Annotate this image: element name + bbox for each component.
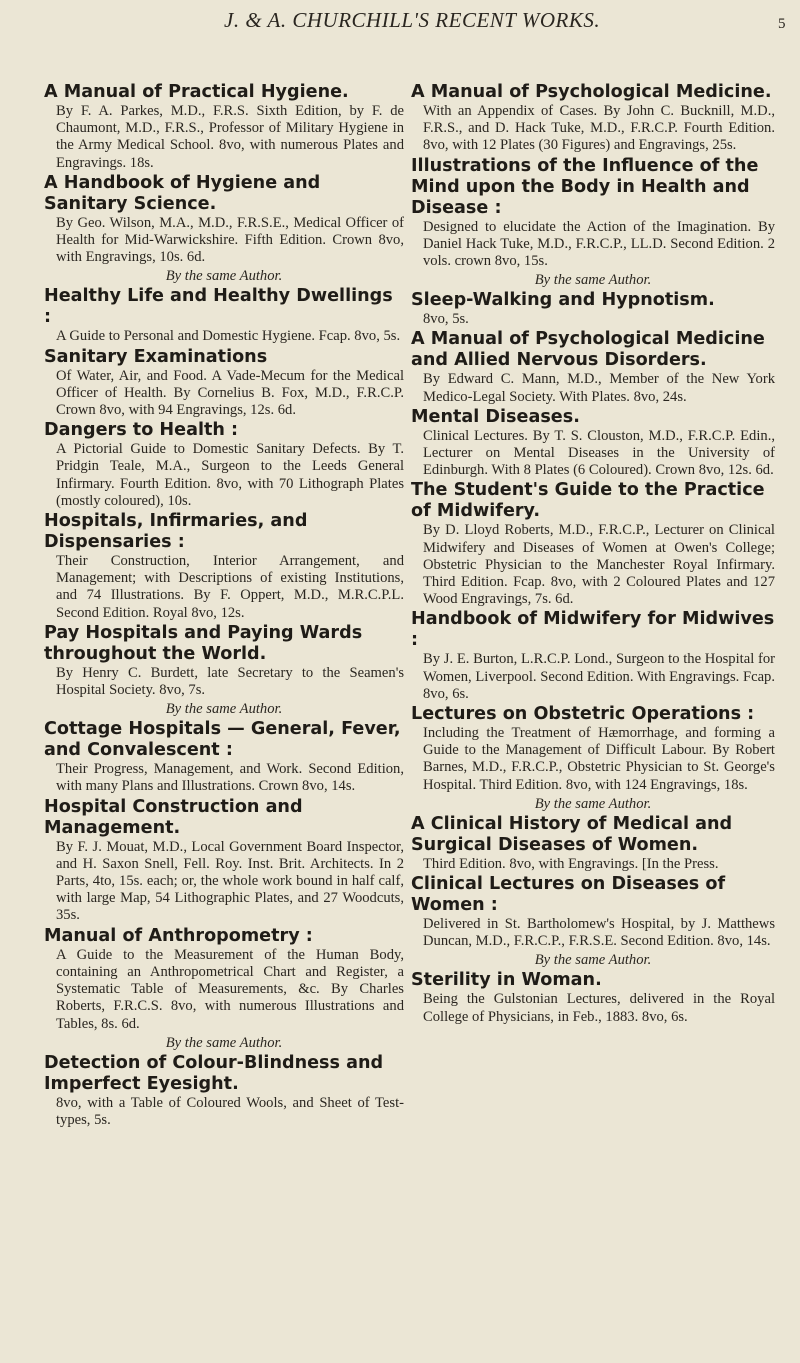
book-description: 8vo, with a Table of Coloured Wools, and Sheet of Test-types, 5s. <box>56 1094 404 1128</box>
book-entry <box>44 286 404 345</box>
book-entry <box>411 329 775 405</box>
book-entry <box>411 609 775 703</box>
book-entry <box>44 1053 404 1129</box>
page-number: 5 <box>778 16 786 32</box>
book-entry <box>44 926 404 1033</box>
book-entry <box>44 420 404 510</box>
book-description: By D. Lloyd Roberts, M.D., F.R.C.P., Lecturer on Clinical Midwifery and Diseases of Women at Owen's College; Obstetric Physician to the Manchester Royal Infirmary. Third Edition. Fcap. 8vo, with 2 Coloured Plates and 127 Wood Engravings, 7s. 6d. <box>423 522 775 608</box>
book-entry <box>44 511 404 622</box>
book-entry <box>411 704 775 794</box>
book-description: A Guide to Personal and Domestic Hygiene. Fcap. 8vo, 5s. <box>56 328 401 345</box>
byline: By the same Author. <box>165 701 283 718</box>
book-description: Delivered in St. Bartholomew's Hospital, by J. Matthews Duncan, M.D., F.R.C.P., F.R.S.E. Second Edition. 8vo, 14s. <box>423 916 775 950</box>
running-head-title: J. & A. CHURCHILL'S RECENT WORKS. <box>224 8 601 32</box>
book-entry <box>411 814 775 873</box>
book-title: Dangers to Health : <box>44 420 239 441</box>
book-entry <box>411 480 775 608</box>
book-description: Designed to elucidate the Action of the Imagination. By Daniel Hack Tuke, M.D., F.R.C.P., LL.D. Second Edition. 2 vols. crown 8vo, 15s. <box>423 218 775 270</box>
byline: By the same Author. <box>165 268 283 285</box>
book-description: A Pictorial Guide to Domestic Sanitary Defects. By T. Pridgin Teale, M.A., Surgeon to the Leeds General Infirmary. Fourth Edition. 8vo, with 70 Lithograph Plates (mostly coloured), 10s. <box>56 441 404 509</box>
book-description: Their Construction, Interior Arrangement, and Management; with Descriptions of existing Institutions, and 74 Illustrations. By F. Oppert, M.D., M.R.C.P.L. Second Edition. Royal 8vo, 12s. <box>56 553 404 621</box>
book-entry <box>44 719 404 795</box>
book-description: Of Water, Air, and Food. A Vade-Mecum for the Medical Officer of Health. By Cornelius B. Fox, M.D., F.R.C.P. Crown 8vo, with 94 Engravings, 12s. 6d. <box>56 367 404 419</box>
right-column <box>411 82 775 1027</box>
book-description: Their Progress, Management, and Work. Second Edition, with many Plans and Illustrations. Crown 8vo, 14s. <box>56 761 404 795</box>
byline: By the same Author. <box>534 952 652 969</box>
book-description: Third Edition. 8vo, with Engravings. [In the Press. <box>423 855 719 872</box>
book-title: Sanitary Examinations <box>44 346 268 367</box>
book-description: By Henry C. Burdett, late Secretary to the Seamen's Hospital Society. 8vo, 7s. <box>56 664 404 699</box>
book-description: Including the Treatment of Hæmorrhage, and forming a Guide to the Management of Difficult Labour. By Robert Barnes, M.D., F.R.C.P., Obstetric Physician to St. George's Hospital. Third Edition. 8vo, with 124 Engravings, 18s. <box>423 725 775 793</box>
byline: By the same Author. <box>534 795 652 812</box>
byline: By the same Author. <box>165 1034 283 1051</box>
book-entry <box>44 82 404 172</box>
book-title: Hospital Construction and Management. <box>44 796 303 838</box>
book-entry <box>44 173 404 267</box>
book-title: Detection of Colour-Blindness and Imperfect Eyesight. <box>44 1052 384 1094</box>
book-description: A Guide to the Measurement of the Human Body, containing an Anthropometrical Chart and Register, a Systematic Table of Measurements, &c. By Charles Roberts, F.R.C.S. 8vo, with numerous Illustrations and Tables, 8s. 6d. <box>56 946 404 1032</box>
book-description: 8vo, 5s. <box>423 311 469 328</box>
book-entry <box>44 797 404 925</box>
book-title: Lectures on Obstetric Operations : <box>411 704 755 725</box>
book-entry <box>411 290 775 328</box>
book-title: Handbook of Midwifery for Midwives : <box>411 609 775 651</box>
book-entry <box>411 970 775 1025</box>
book-entry <box>44 347 404 420</box>
book-description: Being the Gulstonian Lectures, delivered in the Royal College of Physicians, in Feb., 1883. 8vo, 6s. <box>423 991 775 1025</box>
book-description: By Edward C. Mann, M.D., Member of the New York Medico-Legal Society. With Plates. 8vo, 24s. <box>423 371 775 405</box>
book-description: With an Appendix of Cases. By John C. Bucknill, M.D., F.R.S., and D. Hack Tuke, M.D., F.R.C.P. Fourth Edition. 8vo, with 12 Plates (30 Figures) and Engravings, 25s. <box>423 103 775 154</box>
book-title: Manual of Anthropometry : <box>44 925 313 946</box>
book-description: By Geo. Wilson, M.A., M.D., F.R.S.E., Medical Officer of Health for Mid-Warwickshire. Fifth Edition. Crown 8vo, with Engravings, 10s. 6d. <box>56 214 404 266</box>
book-title: Cottage Hospitals — General, Fever, and Convalescent : <box>44 719 401 761</box>
book-title: Hospitals, Infirmaries, and Dispensaries : <box>44 511 308 553</box>
book-title: A Manual of Psychological Medicine. <box>411 82 772 102</box>
book-description: By F. J. Mouat, M.D., Local Government Board Inspector, and H. Saxon Snell, Fell. Roy. Inst. Brit. Architects. In 2 Parts, 4to, 15s. each; or, the whole work bound in half calf, with large Map, 54 Lithographic Plates, and 27 Woodcuts, 35s. <box>56 838 404 924</box>
left-column <box>44 82 404 1130</box>
book-title: Illustrations of the Influence of the Mind upon the Body in Health and Disease : <box>411 155 759 218</box>
book-entry <box>411 874 775 950</box>
book-title: A Clinical History of Medical and Surgical Diseases of Women. <box>411 813 733 855</box>
book-description: Clinical Lectures. By T. S. Clouston, M.D., F.R.C.P. Edin., Lecturer on Mental Diseases in the University of Edinburgh. With 8 Plates (6 Coloured). Crown 8vo, 12s. 6d. <box>423 427 775 479</box>
book-title: A Manual of Practical Hygiene. <box>44 82 349 102</box>
book-title: A Handbook of Hygiene and Sanitary Science. <box>44 172 321 214</box>
book-description: By F. A. Parkes, M.D., F.R.S. Sixth Edition, by F. de Chaumont, M.D., F.R.S., Professor of Military Hygiene in the Army Medical School. 8vo, with numerous Plates and Engravings. 18s. <box>56 103 404 171</box>
book-title: Sleep-Walking and Hypnotism. <box>411 290 715 311</box>
book-description: By J. E. Burton, L.R.C.P. Lond., Surgeon to the Hospital for Women, Liverpool. Second Edition. With Engravings. Fcap. 8vo, 6s. <box>423 651 775 702</box>
book-title: The Student's Guide to the Practice of Midwifery. <box>411 480 765 522</box>
book-entry <box>411 407 775 480</box>
book-entry <box>411 156 775 271</box>
byline: By the same Author. <box>534 272 652 289</box>
book-title: Clinical Lectures on Diseases of Women : <box>411 874 726 916</box>
book-title: Healthy Life and Healthy Dwellings : <box>44 286 393 328</box>
book-title: A Manual of Psychological Medicine and Allied Nervous Disorders. <box>411 329 765 371</box>
running-head <box>0 0 800 40</box>
book-title: Sterility in Woman. <box>411 970 602 991</box>
book-entry <box>411 82 775 155</box>
book-title: Mental Diseases. <box>411 406 580 427</box>
book-entry <box>44 623 404 699</box>
book-title: Pay Hospitals and Paying Wards throughout the World. <box>44 622 363 664</box>
